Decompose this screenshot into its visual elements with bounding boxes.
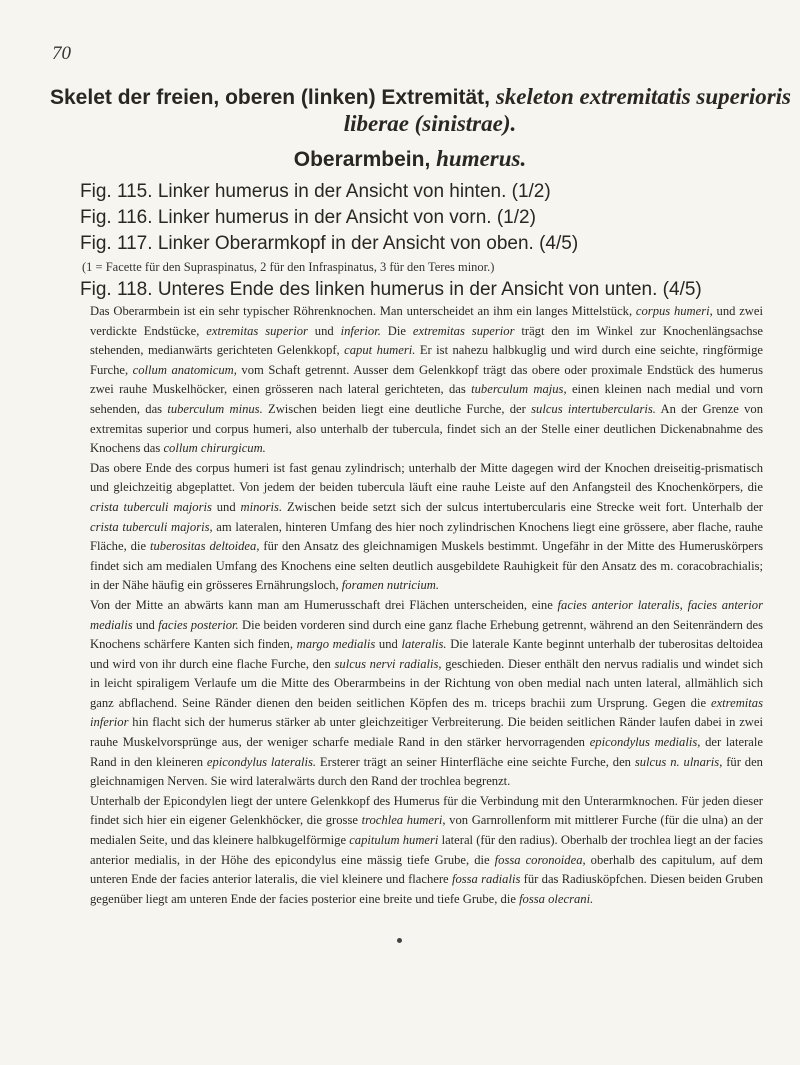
latin-term: minoris. bbox=[240, 499, 283, 514]
text-run: Das obere Ende des corpus humeri ist fast genau zylindrisch; unterhalb der Mitte dagegen wird der Knochen dreiseitig-prismatisch und gleichzeitig abgeplattet. Von jedem der beiden tubercula läuft eine rauhe Leiste auf den Anfangsteil des Knochenkörpers, die bbox=[90, 460, 763, 495]
latin-term: fossa olecrani. bbox=[519, 891, 594, 906]
title-german: Skelet der freien, oberen (linken) Extremität, bbox=[50, 86, 490, 109]
text-run: Zwischen beide setzt sich der sulcus intertubercularis eine Strecke weit fort. Unterhalb der bbox=[282, 499, 763, 514]
latin-term: margo medialis bbox=[296, 637, 376, 652]
text-run: trägt den im Winkel zur Knochenlängsachse stehenden, medianwärts gerichteten Gelenkkopf, bbox=[90, 323, 763, 358]
text-run: Unterhalb der Epicondylen liegt der untere Gelenkkopf des Humerus für die Verbindung mit den Unterarmknochen. Für jeden dieser findet sich hier ein eigener Gelenkhöcker, die grosse bbox=[90, 793, 763, 828]
latin-term: fossa coronoidea, bbox=[494, 852, 586, 867]
figure-caption bbox=[80, 231, 770, 257]
latin-term: extremitas superior bbox=[206, 323, 308, 338]
figure-scale: (1/2) bbox=[511, 181, 551, 202]
text-run: Zwischen beiden liegt eine deutliche Furche, der bbox=[262, 401, 532, 416]
figure-text: Linker Oberarmkopf in der Ansicht von oben. bbox=[157, 233, 534, 254]
figure-caption bbox=[80, 179, 770, 205]
figure-scale: (4/5) bbox=[539, 233, 579, 254]
latin-term: facies posterior. bbox=[158, 617, 239, 632]
print-dot bbox=[397, 938, 402, 943]
body-text bbox=[90, 302, 763, 909]
text-run: Die beiden vorderen sind durch eine ganz flache Erhebung getrennt, während an den Seitenrändern des Knochens schärfere Kanten sich finden, bbox=[90, 617, 763, 652]
text-run: geschieden. Dieser enthält den nervus radialis und windet sich in leicht spiraligem Verlaufe um die Mitte des Oberarmbeins in der Richtung von oben medial nach unten lateral, allmählich sich ganz abflachend. Seine Ränder dienen den beiden seitlichen Köpfen des m. triceps brachii zum Ursprung. Gegen die bbox=[90, 656, 764, 710]
paragraph bbox=[90, 792, 763, 910]
text-run: Ersterer trägt an seiner Hinterfläche eine seichte Furche, den bbox=[316, 754, 635, 769]
title-latin: skeleton extremitatis superioris bbox=[495, 84, 791, 109]
section-title-german: Oberarmbein, bbox=[293, 148, 431, 171]
heading-block bbox=[50, 84, 791, 303]
text-run: für das Radiusköpfchen. Diesen beiden Gruben gegenüber liegt am unteren Ende der facies posterior eine breite und tiefe Grube, die bbox=[90, 872, 764, 906]
latin-term: trochlea humeri, bbox=[361, 813, 446, 828]
figure-text: Unteres Ende des linken humerus in der Ansicht von unten. bbox=[157, 279, 658, 300]
text-run: für den gleichnamigen Nerven. Sie wird lateralwärts durch den Rand der trochlea begrenzt. bbox=[90, 754, 763, 789]
figure-text: Linker humerus in der Ansicht von hinten. bbox=[157, 181, 507, 202]
latin-term: tuberculum minus. bbox=[167, 401, 263, 416]
figure-caption bbox=[80, 277, 770, 303]
text-run: am lateralen, hinteren Umfang des hier noch zylindrischen Knochens liegt eine grössere, aber flache, rauhe Fläche, die bbox=[90, 519, 763, 554]
text-run: Von der Mitte an abwärts kann man am Humerusschaft drei Flächen unterscheiden, eine bbox=[90, 597, 558, 612]
text-run: der laterale Rand in den kleineren bbox=[90, 735, 763, 769]
text-run: Er ist nahezu halbkuglig und wird durch eine seichte, ringförmige Furche, bbox=[90, 343, 763, 377]
text-run: von Garnrollenform mit mittlerer Furche (für die ulna) an der medialen Seite, und das kleinere halbkugelförmige bbox=[90, 813, 764, 848]
latin-term: collum anatomicum, bbox=[132, 362, 237, 377]
title-latin-cont: liberae (sinistrae). bbox=[343, 111, 517, 136]
section-title-latin: humerus. bbox=[436, 146, 527, 171]
figure-label: Fig. 117. bbox=[80, 233, 153, 254]
paragraph bbox=[90, 302, 763, 459]
latin-term: tuberculum majus, bbox=[471, 382, 567, 397]
text-run: Das Oberarmbein ist ein sehr typischer Röhrenknochen. Man unterscheidet an ihm ein langes Mittelstück, bbox=[90, 304, 636, 318]
latin-term: lateralis. bbox=[401, 637, 447, 652]
latin-term: capitulum humeri bbox=[349, 833, 439, 848]
figure-note: (1 = Facette für den Supraspinatus, 2 für den Infraspinatus, 3 für den Teres minor.) bbox=[82, 260, 495, 274]
text-run: Die bbox=[380, 323, 413, 338]
text-run: einen kleinen nach medial und vorn sehenden, das bbox=[90, 382, 764, 416]
latin-term: collum chirurgicum. bbox=[163, 441, 266, 456]
page-number: 70 bbox=[52, 43, 71, 64]
latin-term: crista tuberculi majoris, bbox=[90, 519, 213, 534]
text-run: An der Grenze von extremitas superior und corpus humeri, also unterhalb der tubercula, findet sich an der Stelle einer deutlichen Dickenabnahme des Knochens das bbox=[90, 401, 764, 456]
text-run: Die laterale Kante beginnt unterhalb der tuberositas deltoidea und wird von ihr durch eine flache Furche, den bbox=[90, 637, 764, 671]
latin-term: inferior. bbox=[340, 323, 381, 338]
latin-term: epicondylus lateralis. bbox=[206, 754, 317, 769]
latin-term: epicondylus medialis, bbox=[589, 735, 701, 750]
text-run: vom Schaft getrennt. Ausser dem Gelenkkopf trägt das obere oder proximale Endstück des humerus zwei rauhe Muskelhöcker, einen grösseren nach lateral gerichteten, das bbox=[90, 362, 763, 397]
text-run: hin flacht sich der humerus stärker ab unter gleichzeitiger Verbreiterung. Die beiden seitlichen Ränder laufen dabei in zwei rauhe Muskelvorsprünge aus, der weniger scharfe mediale Rand in den stärker hervorragenden bbox=[90, 715, 763, 750]
latin-term: corpus humeri bbox=[635, 304, 710, 318]
figure-scale: (1/2) bbox=[496, 207, 536, 228]
paragraph bbox=[90, 459, 763, 596]
figure-label: Fig. 116. bbox=[80, 207, 153, 228]
figure-list bbox=[80, 179, 770, 303]
text-run: und bbox=[132, 617, 159, 632]
latin-term: sulcus n. ulnaris, bbox=[634, 754, 723, 769]
text-run: und bbox=[375, 637, 402, 652]
section-title bbox=[50, 146, 770, 173]
text-run: und bbox=[307, 323, 341, 338]
latin-term: caput humeri. bbox=[344, 343, 416, 358]
figure-scale: (4/5) bbox=[662, 279, 702, 300]
latin-term: sulcus nervi radialis, bbox=[334, 656, 442, 671]
latin-term: facies anterior lateralis, bbox=[557, 597, 683, 612]
page-title bbox=[50, 84, 791, 111]
text-run: oberhalb des capitulum, auf dem unteren Ende der facies anterior lateralis, die viel kleinere und flachere bbox=[90, 852, 763, 887]
figure-text: Linker humerus in der Ansicht von vorn. bbox=[157, 207, 492, 228]
latin-term: extremitas inferior bbox=[90, 695, 763, 730]
latin-term: tuberositas deltoidea, bbox=[150, 539, 260, 554]
figure-label: Fig. 115. bbox=[80, 181, 153, 202]
latin-term: foramen nutricium. bbox=[341, 578, 440, 593]
paragraph bbox=[90, 596, 763, 792]
page-title-line2 bbox=[50, 111, 770, 138]
latin-term: facies anterior medialis bbox=[90, 597, 763, 632]
text-run: , und zwei verdickte Endstücke, bbox=[90, 304, 763, 338]
latin-term: crista tuberculi majoris bbox=[90, 499, 212, 514]
figure-caption bbox=[80, 205, 770, 231]
figure-label: Fig. 118. bbox=[80, 279, 153, 300]
text-run: für den Ansatz des gleichnamigen Muskels bestimmt. Ungefähr in der Mitte des Humeruskörpers findet sich am medialen Umfang des Knochens eine selten deutlich ausgebildete Rauhigkeit für den Ansatz des m. coracobrachialis; in der Nähe häufig ein grösseres Ernährungsloch, bbox=[90, 539, 763, 593]
text-run: und bbox=[211, 499, 241, 514]
latin-term: fossa radialis bbox=[451, 872, 521, 887]
latin-term: sulcus intertubercularis. bbox=[531, 401, 656, 416]
latin-term: extremitas superior bbox=[412, 323, 515, 338]
text-run: lateral (für den radius). Oberhalb der trochlea liegt an der facies anterior medialis, in der Höhe des epicondylus eine mässig tiefe Grube, die bbox=[90, 833, 764, 867]
